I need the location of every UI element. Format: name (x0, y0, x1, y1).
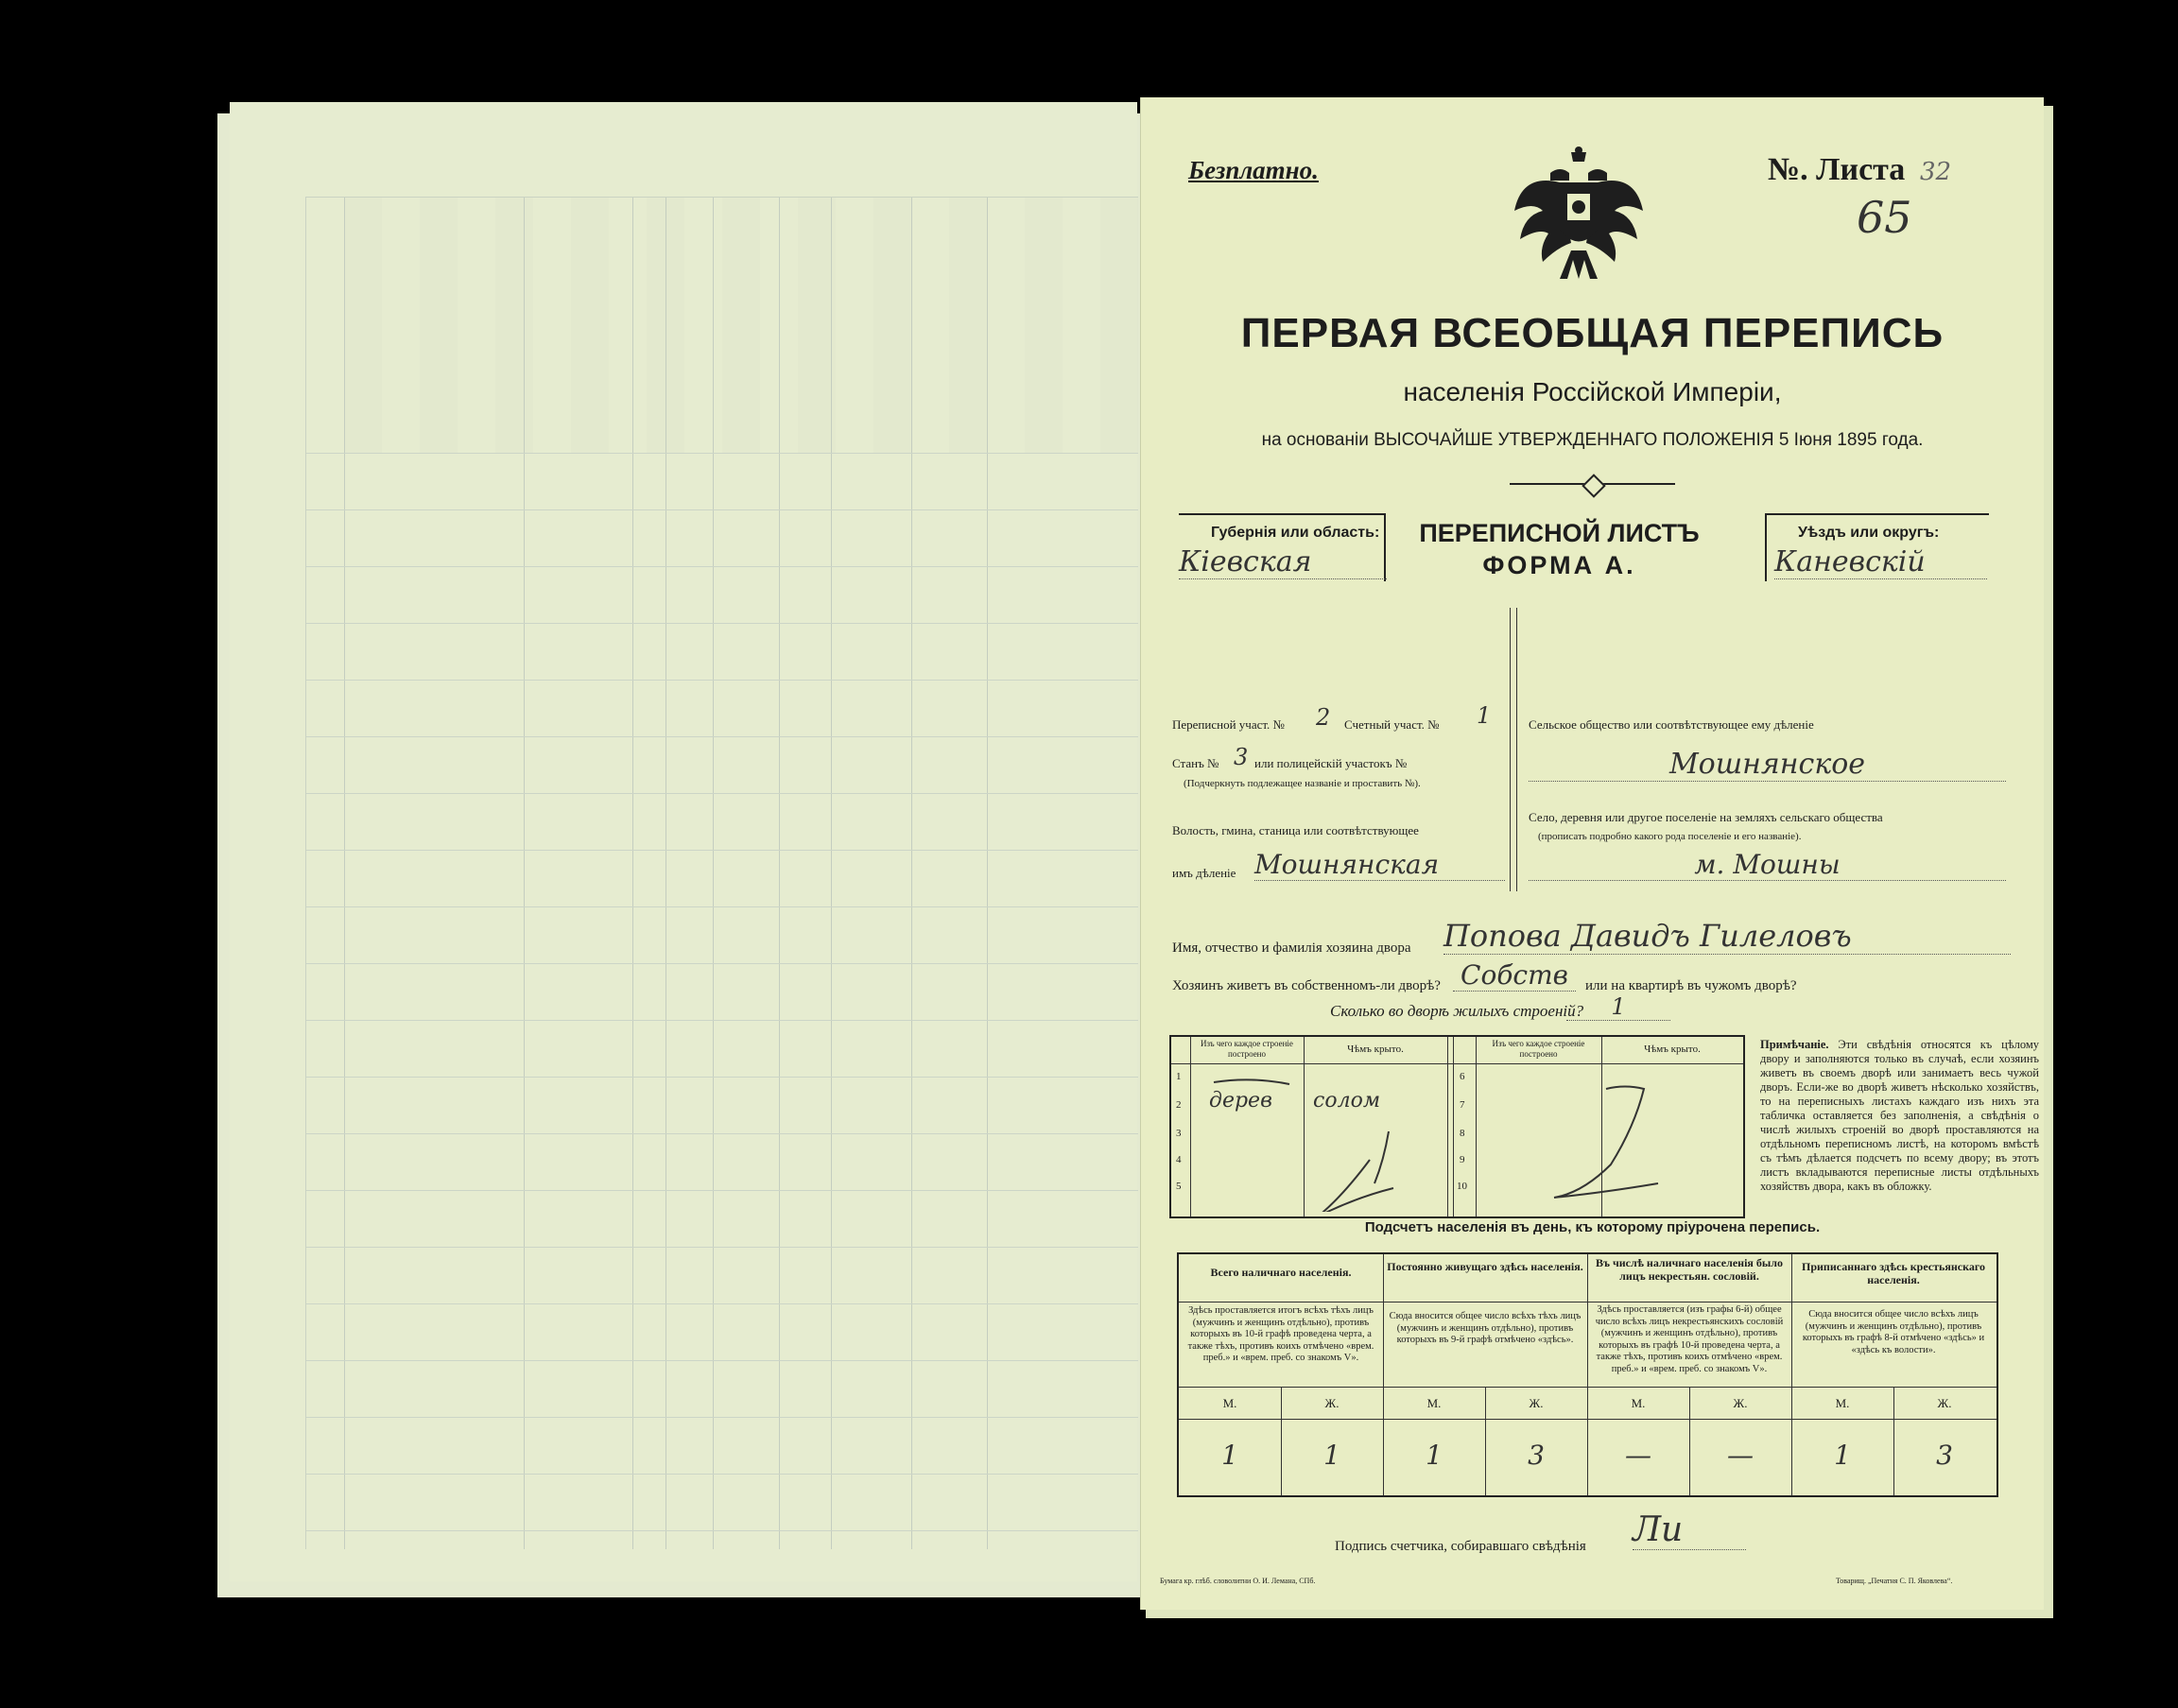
count-desc: Здѣсь проставляется итогъ всѣхъ тѣхъ лицъ (мужчинъ и женщинъ отдѣльно), противъ которыхъ въ 10-й графѣ проведена черта, а также тѣхъ, противъ коихъ отмѣчено «врем. преб.» и «врем. преб. со знакомъ V». (1187, 1305, 1374, 1363)
count-value: 1 (1323, 1440, 1340, 1471)
rural-society-value: Мошнянское (1529, 748, 2006, 782)
count-value: 3 (1528, 1440, 1545, 1471)
handwritten-strike-marks (1209, 1075, 1738, 1212)
stan-value: 3 (1234, 744, 1249, 770)
volost-label-2: имъ дѣленіе (1172, 866, 1236, 880)
footer-printer-left: Бумага кр. глѣб. словолитни О. И. Лемана, СПб. (1160, 1577, 1316, 1585)
building-roof-value: солом (1313, 1089, 1381, 1113)
count-area-label: Счетный участ. № (1344, 717, 1440, 732)
count-value: 1 (1221, 1440, 1238, 1471)
lives-label-2: или на квартирѣ въ чужомъ дворѣ? (1585, 978, 1797, 993)
buildings-col-material-right: Изъ чего каждое строеніе построено (1492, 1039, 1585, 1059)
rural-society-label: Сельское общество или соотвѣтствующее ему дѣленіе (1529, 717, 1814, 732)
buildings-col-material: Изъ чего каждое строеніе построено (1201, 1039, 1293, 1059)
subtitle: населенія Россійской Имперіи, (1403, 377, 1782, 406)
legal-basis: на основаніи ВЫСОЧАЙШЕ УТВЕРЖДЕННАГО ПОЛОЖЕНІЯ 5 Іюня 1895 года. (1261, 430, 1924, 450)
buildings-value: 1 (1566, 993, 1670, 1021)
column-divider (1510, 608, 1511, 891)
count-value: 1 (1426, 1440, 1443, 1471)
count-m-header: М. (1222, 1396, 1237, 1410)
building-row-number: 2 (1176, 1099, 1182, 1111)
volost-value: Мошнянская (1254, 849, 1505, 881)
count-f-header: Ж. (1733, 1396, 1748, 1410)
sheet-title: ПЕРЕПИСНОЙ ЛИСТЪ (1419, 519, 1700, 547)
count-m-header: М. (1426, 1396, 1442, 1410)
count-f-header: Ж. (1324, 1396, 1340, 1410)
volost-label: Волость, гмина, станица или соотвѣтствующее (1172, 823, 1419, 837)
count-table (1177, 1252, 1998, 1497)
district-label: Уѣздъ или округъ: (1798, 525, 1940, 541)
lives-value: Собств (1453, 959, 1576, 992)
form-title: ФОРМА А. (1482, 551, 1636, 579)
province-value: Кіевская (1179, 545, 1387, 579)
count-title: Подсчетъ населенія въ день, къ которому пріурочена перепись. (1364, 1219, 1821, 1235)
village-value: м. Мошны (1529, 849, 2006, 881)
buildings-table (1169, 1035, 1745, 1218)
building-row-number: 8 (1460, 1128, 1465, 1139)
count-col-peasant: Приписаннаго здѣсь крестьянскаго населенія. (1802, 1260, 1985, 1286)
building-row-number: 3 (1176, 1128, 1182, 1139)
ornament-divider-center (1582, 474, 1605, 497)
count-value: — (1727, 1440, 1754, 1471)
buildings-col-roof-right: Чѣмъ крыто. (1644, 1044, 1701, 1055)
count-f-header: Ж. (1529, 1396, 1544, 1410)
sheet-number-label: №. Листа (1768, 152, 1906, 187)
count-m-header: М. (1631, 1396, 1646, 1410)
underline-note: (Подчеркнуть подлежащее названіе и проставить №). (1184, 778, 1421, 789)
census-area-value: 2 (1316, 704, 1331, 731)
count-value: — (1625, 1440, 1651, 1471)
column-divider (1516, 608, 1517, 891)
census-area-label: Переписной участ. № (1172, 717, 1285, 732)
count-col-permanent: Постоянно живущаго здѣсь населенія. (1387, 1260, 1583, 1273)
buildings-col-roof: Чѣмъ крыто. (1347, 1044, 1404, 1055)
note-lead: Примѣчаніе. (1760, 1038, 1829, 1051)
count-desc: Сюда вносится общее число всѣхъ тѣхъ лицъ (мужчинъ и женщинъ отдѣльно), противъ которыхъ въ 9-й графѣ отмѣчено «здѣсь». (1389, 1311, 1582, 1345)
building-row-number: 7 (1460, 1099, 1465, 1111)
count-desc: Сюда вносится общее число всѣхъ лицъ (мужчинъ и женщинъ отдѣльно), противъ которыхъ въ графѣ 8-й отмѣчено «здѣсь» и «здѣсь къ волости». (1802, 1309, 1985, 1355)
count-m-header: М. (1835, 1396, 1850, 1410)
census-form-page (1140, 97, 2044, 1610)
count-col-non-peasant: Въ числѣ наличнаго населенія было лицъ некрестьян. сословій. (1595, 1256, 1784, 1283)
page-number: 65 (1857, 192, 1912, 243)
sheet-number-value: 32 (1920, 158, 1952, 186)
building-material-value: дерев (1209, 1089, 1272, 1113)
owner-label: Имя, отчество и фамилія хозяина двора (1172, 940, 1411, 956)
owner-value: Попова Давидъ Гилеловъ (1443, 918, 2011, 955)
left-page (230, 102, 1137, 1581)
building-row-number: 10 (1457, 1181, 1467, 1192)
stan-label: Станъ № (1172, 756, 1219, 770)
free-label: Безплатно. (1188, 156, 1319, 184)
count-desc: Здѣсь проставляется (изъ графы 6-й) общее число всѣхъ лицъ некрестьянскихъ сословій (мужчинъ и женщинъ отдѣльно), противъ которыхъ въ графѣ 10-й проведена черта, а также тѣхъ, противъ коихъ отмѣчено «врем. преб.» и «врем. преб. со знакомъ V». (1595, 1304, 1784, 1374)
count-col-total: Всего наличнаго населенія. (1210, 1266, 1352, 1279)
building-row-number: 6 (1460, 1071, 1465, 1082)
signature-value: Ли (1633, 1510, 1746, 1550)
province-label: Губернія или область: (1211, 525, 1380, 541)
note-text: Эти свѣдѣнія относятся къ цѣлому двору и заполняются только въ случаѣ, если хозяинъ живетъ въ своемъ дворѣ или занимаетъ весь чужой дворъ. Если-же во дворѣ живетъ нѣсколько хозяйствъ, то на переписныхъ листахъ каждаго изъ нихъ эта табличка оставляется без заполненія, а свѣдѣнія о числѣ жилыхъ строеній во дворѣ проставляются на отдѣльномъ переписномъ листѣ, на которомъ вмѣстѣ съ тѣмъ дѣлается подсчетъ по всему двору; въ этотъ листъ вкладываются переписные листы отдѣльныхъ хозяйствъ двора, какъ въ обложку. (1760, 1038, 2040, 1193)
village-note: (прописать подробно какого рода поселеніе и его названіе). (1538, 831, 1802, 842)
page-title: ПЕРВАЯ ВСЕОБЩАЯ ПЕРЕПИСЬ (1240, 310, 1945, 356)
count-value: 1 (1834, 1440, 1851, 1471)
building-row-number: 1 (1176, 1071, 1182, 1082)
footer-printer-right: Товарищ. „Печатня С. П. Яковлева“. (1836, 1577, 1953, 1585)
count-area-value: 1 (1477, 702, 1492, 729)
signature-label: Подпись счетчика, собиравшаго свѣдѣнія (1335, 1539, 1586, 1554)
imperial-eagle-emblem-icon (1512, 145, 1645, 286)
district-value: Каневскій (1774, 545, 1987, 579)
village-label: Село, деревня или другое поселеніе на земляхъ сельскаго общества (1529, 810, 1883, 824)
building-row-number: 4 (1176, 1154, 1182, 1165)
building-row-number: 5 (1176, 1181, 1182, 1192)
count-value: 3 (1936, 1440, 1953, 1471)
building-row-number: 9 (1460, 1154, 1465, 1165)
note (1760, 1038, 2039, 1194)
count-f-header: Ж. (1937, 1396, 1952, 1410)
police-label: или полицейскій участокъ № (1254, 756, 1408, 770)
bleed-through-table (305, 197, 1138, 1549)
lives-label: Хозяинъ живетъ въ собственномъ-ли дворѣ? (1172, 978, 1441, 993)
buildings-label: Сколько во дворѣ жилыхъ строеній? (1330, 1002, 1584, 1020)
